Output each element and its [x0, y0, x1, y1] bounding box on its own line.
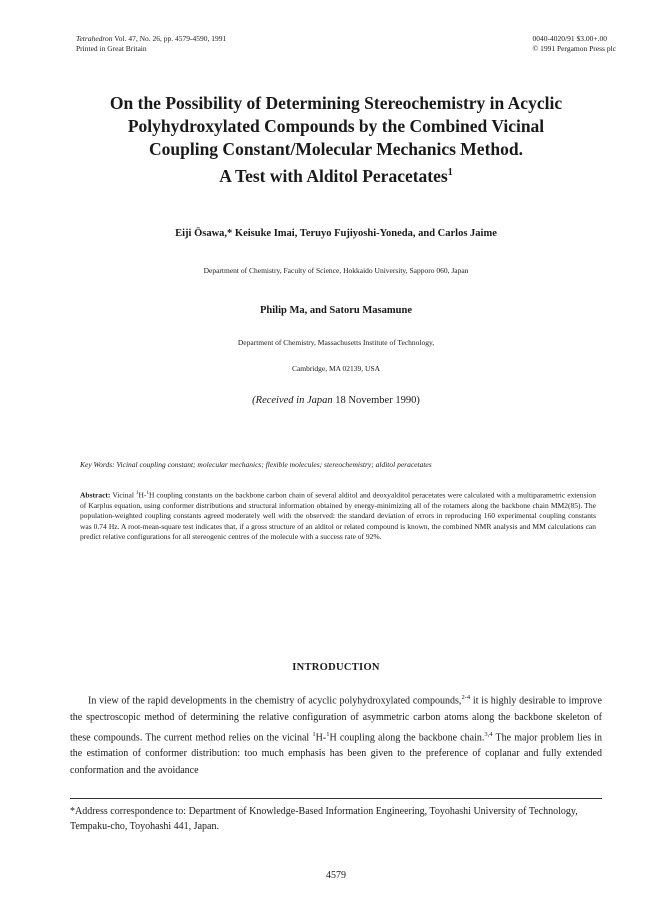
superscript: 1 — [312, 730, 316, 738]
keywords: Key Words: Vicinal coupling constant; molecular mechanics; flexible molecules; stereochemistry; alditol peracetates — [80, 460, 432, 469]
body-text: H- — [315, 731, 327, 743]
title-line: A Test with Alditol Peracetates — [219, 165, 448, 186]
copyright: © 1991 Pergamon Press plc — [532, 44, 616, 53]
abstract-text: H- — [138, 490, 147, 500]
introduction-paragraph — [70, 690, 602, 780]
author-list-2: Philip Ma, and Satoru Masamune — [260, 305, 412, 316]
title-line: Polyhydroxylated Compounds by the Combined Vicinal — [127, 116, 545, 136]
body-text: it is highly desirable to improve the spectroscopic method of determining the relative configuration of asymmetric carbon atoms along the backbone skeleton of these compounds. The current method relies on the vicinal — [70, 695, 602, 743]
body-text: H coupling along the backbone chain. — [329, 731, 485, 743]
abstract-text: Vicinal — [112, 490, 134, 500]
author-list-1: Eiji Ōsawa,* Keisuke Imai, Teruyo Fujiyoshi-Yoneda, and Carlos Jaime — [175, 228, 497, 239]
correspondence-footnote: *Address correspondence to: Department of Knowledge-Based Information Engineering, Toyohashi University of Technology, Tempaku-cho, Toyohashi 441, Japan. — [70, 806, 578, 832]
received-prefix: (Received in Japan — [252, 395, 333, 406]
price-code: 0040-4020/91 $3.00+.00 — [532, 34, 607, 43]
journal-name: Tetrahedron — [76, 34, 113, 43]
running-header-right — [533, 34, 616, 54]
printed-in: Printed in Great Britain — [76, 44, 147, 53]
body-text: The major problem lies in the estimation of conformer distribution: too much emphasis has been given to the preference of coplanar and fully extended conformation and the avoidance — [70, 731, 602, 777]
affiliation-2-line2: Cambridge, MA 02139, USA — [291, 364, 381, 373]
abstract — [80, 489, 596, 543]
article-title — [60, 92, 612, 188]
abstract-text: H coupling constants on the backbone carbon chain of several alditol and deoxyalditol peracetates were calculated with a multiparametric extension of Karplus equation, using conformer distributions and structural information obtained by energy-minimizing all of the rotamers along the backbone chain MM2(85). The population-weighted coupling constants agreed moderately well with the observed: the standard deviation of errors in reproducing 160 experimental coupling constants was 0.74 Hz. A root-mean-square test indicates that, if a gross structure of an alditol or related compound is known, the combined NMR analysis and MM calculations can predict relative configurations for all stereogenic centres of the molecule with a success rate of 92%. — [80, 490, 596, 542]
received-year: 1990) — [395, 395, 420, 406]
superscript: 1 — [136, 491, 139, 496]
section-heading-introduction: INTRODUCTION — [292, 662, 380, 673]
footnote-divider — [70, 798, 602, 799]
received-date — [40, 395, 632, 406]
body-text: In view of the rapid developments in the chemistry of acyclic polyhydroxylated compounds, — [88, 695, 462, 707]
affiliation-2-line1: Department of Chemistry, Massachusetts Institute of Technology, — [237, 338, 435, 347]
page-number: 4579 — [326, 870, 346, 881]
reference-marker: 3,4 — [484, 730, 493, 738]
reference-marker: 2-4 — [461, 694, 471, 701]
abstract-label: Abstract: — [80, 490, 111, 500]
running-header-left — [76, 34, 226, 54]
title-line: Coupling Constant/Molecular Mechanics Method. — [149, 139, 523, 159]
title-line: On the Possibility of Determining Stereochemistry in Acyclic — [109, 93, 563, 113]
citation: Vol. 47, No. 26, pp. 4579-4590, 1991 — [114, 34, 227, 43]
superscript: 1 — [326, 730, 330, 738]
superscript: 1 — [146, 491, 149, 496]
title-footnote-mark: 1 — [447, 167, 453, 178]
affiliation-1: Department of Chemistry, Faculty of Science, Hokkaido University, Sapporo 060, Japan — [203, 266, 469, 275]
received-day: 18 November — [335, 395, 393, 406]
